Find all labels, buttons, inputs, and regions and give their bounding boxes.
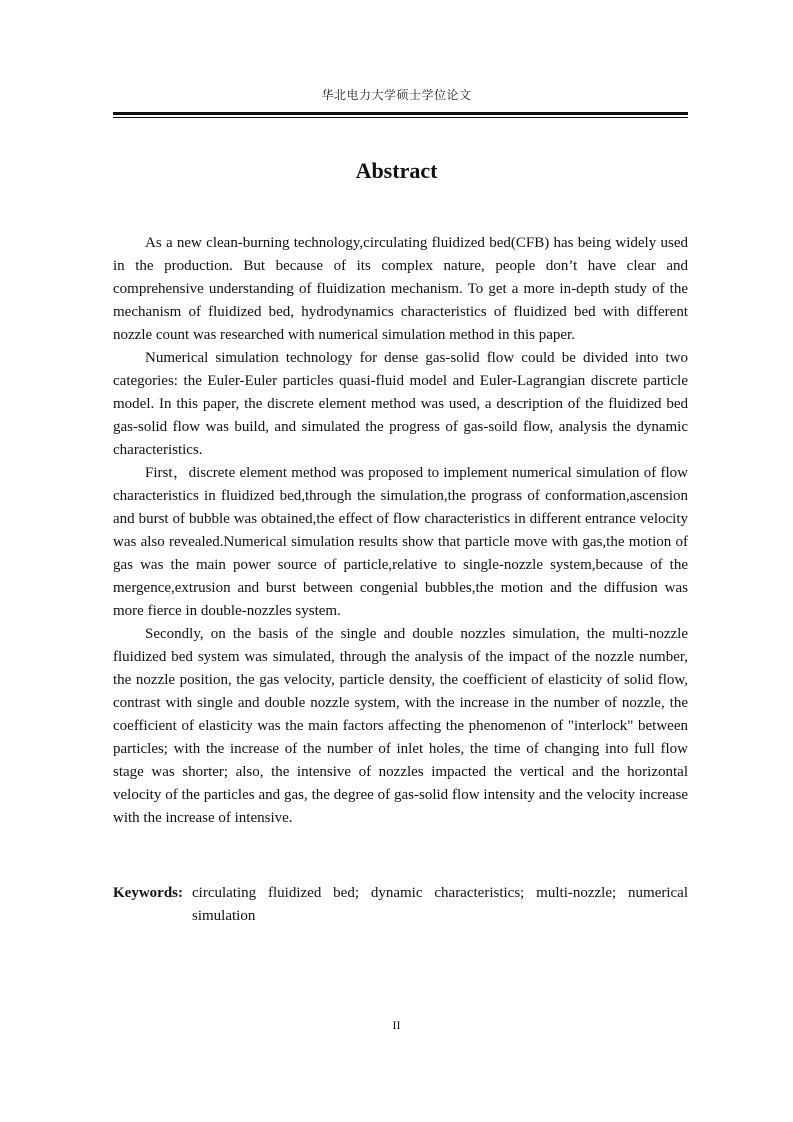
- abstract-paragraph: Numerical simulation technology for dense gas-solid flow could be divided into two categories: the Euler-Euler particles quasi-fluid model and Euler-Lagrangian discrete particle model. In this paper, the discrete element method was used, a description of the fluidized bed gas-solid flow was build, and simulated the progress of gas-soild flow, analysis the dynamic characteristics.: [113, 350, 688, 458]
- abstract-paragraph: First，discrete element method was proposed to implement numerical simulation of flow characteristics in fluidized bed,through the simulation,the prograss of conformation,ascension and burst of bubble was obtained,the effect of flow characteristics in different entrance velocity was also revealed.Numerical simulation results show that particle move with gas,the motion of gas was the main power source of particle,relative to single-nozzle system,because of the mergence,extrusion and burst between congenial bubbles,the motion and the diffusion was more fierce in double-nozzles system.: [113, 465, 688, 619]
- keywords-text: circulating fluidized bed; dynamic characteristics; multi-nozzle; numerical simulation: [192, 885, 688, 924]
- header-rule-thin: [113, 117, 688, 118]
- page-title: Abstract: [355, 158, 438, 183]
- page-number: II: [392, 1018, 401, 1032]
- header-rule-thick: [113, 112, 688, 115]
- abstract-paragraph: Secondly, on the basis of the single and double nozzles simulation, the multi-nozzle fluidized bed system was simulated, through the analysis of the impact of the nozzle number, the nozzle position, the gas velocity, particle density, the coefficient of elasticity of solid flow, contrast with single and double nozzle system, with the increase in the number of nozzle, the coefficient of elasticity was the main factors affecting the phenomenon of "interlock" between particles; with the increase of the number of inlet holes, the time of changing into full flow stage was shorter; also, the intensive of nozzles impacted the vertical and the horizontal velocity of the particles and gas, the degree of gas-solid flow intensity and the velocity increase with the increase of intensive.: [113, 626, 688, 826]
- keywords-block: [113, 882, 688, 928]
- abstract-body: [113, 232, 688, 830]
- keywords-label: Keywords:: [113, 885, 183, 901]
- abstract-paragraph: As a new clean-burning technology,circulating fluidized bed(CFB) has being widely used in the production. But because of its complex nature, people don’t have clear and comprehensive understanding of fluidization mechanism. To get a more in-depth study of the mechanism of fluidized bed, hydrodynamics characteristics of fluidized bed with different nozzle count was researched with numerical simulation method in this paper.: [113, 235, 688, 343]
- running-header: 华北电力大学硕士学位论文: [321, 88, 472, 102]
